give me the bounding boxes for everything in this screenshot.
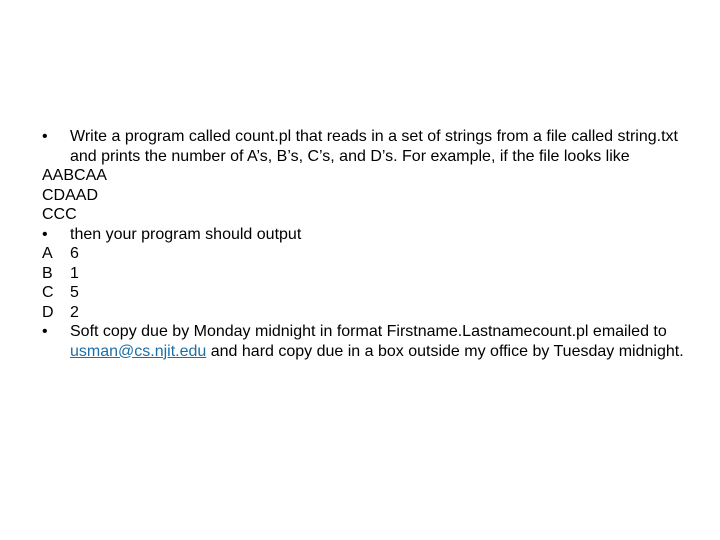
count-letter: A — [42, 245, 53, 262]
count-value: 6 — [70, 245, 79, 262]
bullet-text: Write a program called count.pl that reads in a set of strings from a file called string.txt and prints the number of A’s, B’s, C’s, and D’s. For example, if the file looks like — [70, 128, 678, 165]
example-line: AABCAA — [42, 167, 107, 184]
bullet-item-submission — [42, 322, 702, 361]
bullet-text: then your program should output — [70, 225, 302, 243]
example-line: CCC — [42, 206, 77, 223]
bullet-marker: • — [42, 323, 48, 340]
slide-content — [42, 127, 702, 361]
count-row — [42, 283, 702, 303]
submission-text-before: Soft copy due by Monday midnight in format Firstname.Lastnamecount.pl emailed to — [70, 323, 667, 340]
example-line: CDAAD — [42, 186, 99, 204]
submission-text-after: and hard copy due in a box outside my office by Tuesday midnight. — [206, 342, 684, 360]
bullet-text — [70, 322, 702, 361]
count-letter: B — [42, 264, 53, 282]
count-row — [42, 264, 702, 284]
count-value: 2 — [70, 303, 79, 321]
count-value: 1 — [70, 264, 79, 282]
bullet-marker: • — [42, 225, 48, 243]
count-value: 5 — [70, 284, 79, 301]
bullet-item-output — [42, 225, 702, 245]
email-link[interactable]: usman@cs.njit.edu — [70, 342, 207, 360]
count-row — [42, 244, 702, 264]
count-row — [42, 303, 702, 323]
count-letter: D — [42, 303, 54, 321]
bullet-item-assignment — [42, 127, 702, 166]
count-letter: C — [42, 284, 54, 301]
bullet-marker: • — [42, 128, 48, 145]
